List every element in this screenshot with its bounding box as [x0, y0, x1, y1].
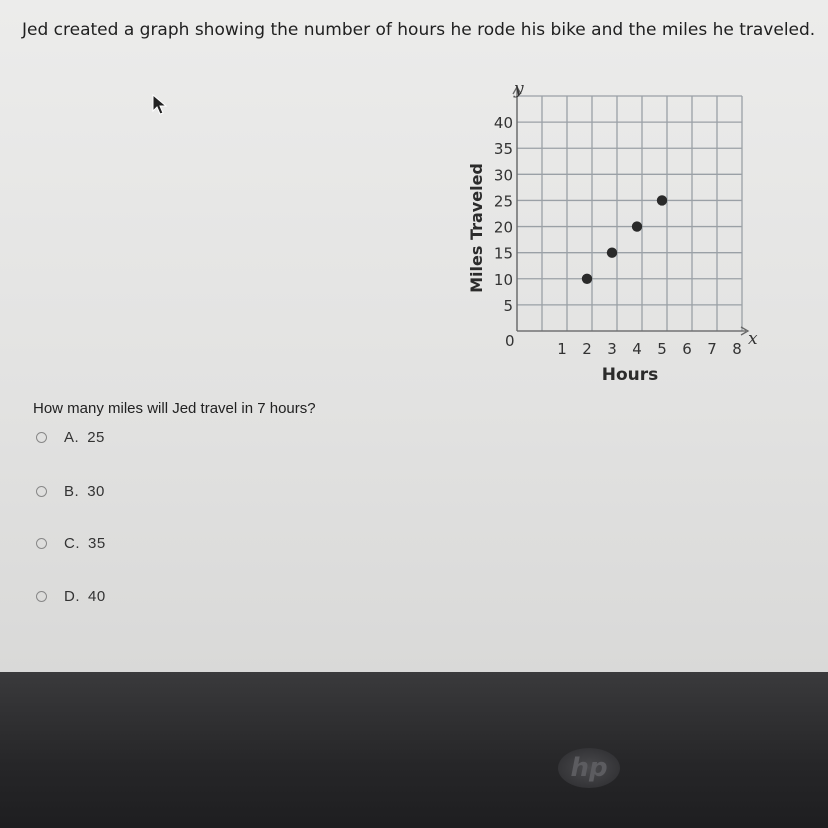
y-tick-label: 20: [493, 218, 513, 237]
radio-c[interactable]: [36, 538, 47, 549]
choice-a-text: 25: [87, 429, 105, 446]
origin-label: 0: [505, 332, 515, 350]
radio-b[interactable]: [36, 486, 47, 497]
x-tick-label: 6: [682, 340, 692, 358]
choice-d[interactable]: [36, 588, 106, 605]
choice-d-letter: D.: [64, 588, 80, 605]
y-tick-label: 5: [503, 296, 513, 315]
data-point: [607, 247, 617, 257]
x-tick-label: 2: [582, 340, 592, 358]
choice-a-letter: A.: [64, 429, 80, 446]
y-tick-label: 15: [493, 244, 513, 263]
x-tick-label: 3: [607, 340, 617, 358]
y-tick-label: 25: [493, 192, 513, 211]
choice-c[interactable]: [36, 535, 106, 552]
x-tick-labels: [557, 340, 742, 358]
y-axis-label: Miles Traveled: [467, 163, 486, 293]
x-axis-label: Hours: [601, 365, 659, 385]
choice-d-text: 40: [88, 588, 106, 605]
data-point: [582, 274, 592, 284]
question-prompt: How many miles will Jed travel in 7 hours?: [33, 400, 316, 417]
x-tick-label: 1: [557, 340, 567, 358]
radio-d[interactable]: [36, 591, 47, 602]
y-tick-label: 35: [493, 140, 513, 159]
data-point: [632, 221, 642, 231]
x-axis-letter: x: [748, 329, 758, 349]
question-stem: Jed created a graph showing the number of hours he rode his bike and the miles he traveled.: [22, 20, 816, 40]
x-tick-label: 5: [657, 340, 667, 358]
data-point: [657, 195, 667, 205]
y-axis-letter: y: [514, 79, 524, 99]
y-tick-labels: [494, 114, 513, 315]
data-points: [582, 195, 667, 284]
choice-c-text: 35: [88, 535, 106, 552]
mouse-cursor-icon: [152, 94, 168, 116]
y-tick-label: 40: [493, 114, 513, 133]
choice-c-letter: C.: [64, 535, 80, 552]
x-tick-label: 7: [707, 340, 717, 358]
chart-axes: [513, 87, 748, 335]
x-tick-label: 8: [732, 340, 742, 358]
monitor-bezel: [0, 672, 828, 828]
choice-b-text: 30: [87, 483, 105, 500]
hp-logo: hp: [558, 748, 620, 788]
y-tick-label: 30: [493, 166, 513, 185]
choice-b[interactable]: [36, 483, 105, 500]
choice-b-letter: B.: [64, 483, 80, 500]
y-tick-label: 10: [493, 270, 513, 289]
choice-a[interactable]: [36, 429, 105, 446]
chart-grid: [517, 96, 742, 331]
radio-a[interactable]: [36, 432, 47, 443]
miles-hours-chart: [455, 78, 775, 388]
x-tick-label: 4: [632, 340, 642, 358]
